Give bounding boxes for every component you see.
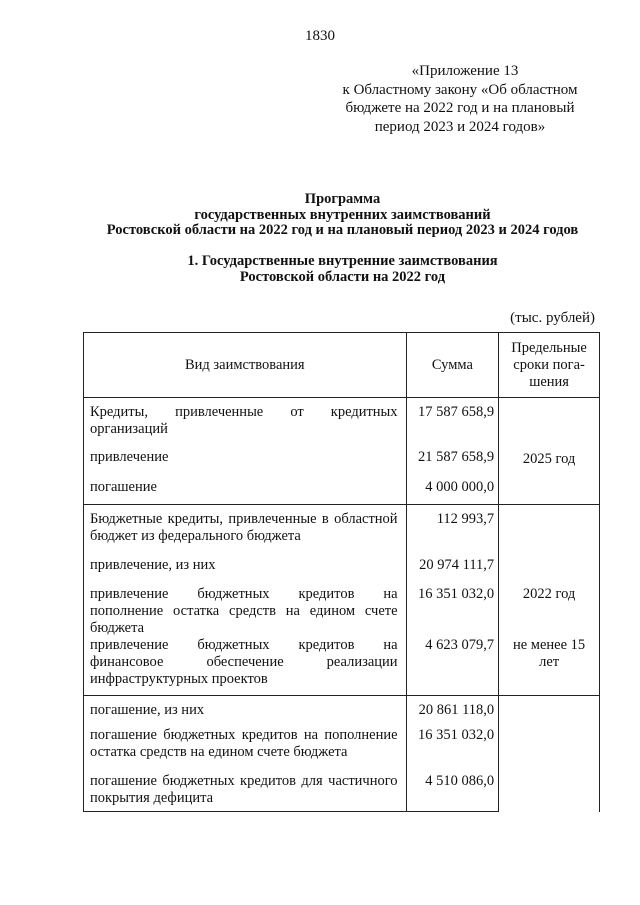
row-term: 2022 год	[499, 586, 600, 637]
table-row	[84, 696, 600, 728]
row-term	[499, 505, 600, 558]
appendix-note	[330, 62, 590, 136]
table-row	[84, 586, 600, 637]
appendix-line-2: к Областному закону «Об областном	[342, 81, 578, 98]
row-sum: 16 351 032,0	[406, 586, 499, 637]
appendix-line-4: период 2023 и 2024 годов»	[374, 118, 546, 135]
row-term	[499, 696, 600, 812]
row-name: погашение, из них	[84, 696, 407, 728]
row-sum: 20 974 111,7	[406, 557, 499, 586]
document-title	[0, 192, 640, 239]
header-sum: Сумма	[406, 333, 499, 398]
row-name: погашение бюджетных кредитов на пополнение остатка средств на едином счете бюджета	[84, 727, 407, 773]
section-title-line-1: 1. Государственные внутренние заимствования	[187, 253, 498, 269]
row-name: погашение	[84, 479, 407, 505]
table-row	[84, 398, 600, 450]
row-name: привлечение бюджетных кредитов на финансовое обеспечение реализации инфраструктурных проектов	[84, 637, 407, 696]
header-term	[499, 333, 600, 398]
borrowing-table	[83, 332, 600, 812]
row-sum: 112 993,7	[406, 505, 499, 558]
appendix-line-1: «Приложение 13	[411, 63, 519, 79]
row-sum: 21 587 658,9	[406, 449, 499, 479]
appendix-line-3: бюджете на 2022 год и на плановый	[345, 100, 575, 116]
header-term-line-2: сроки пога-	[513, 356, 585, 373]
row-name: привлечение	[84, 449, 407, 479]
title-line-2: государственных внутренних заимствований	[194, 206, 491, 223]
row-name: Бюджетные кредиты, привлеченные в областной бюджет из федерального бюджета	[84, 505, 407, 558]
row-term: не менее 15 лет	[499, 637, 600, 696]
units-label: (тыс. рублей)	[510, 310, 595, 326]
section-title	[0, 254, 640, 285]
row-sum: 17 587 658,9	[406, 398, 499, 450]
header-term-line-1: Предельные	[511, 339, 587, 356]
row-name: Кредиты, привлеченные от кредитных организаций	[84, 398, 407, 450]
page-number: 1830	[305, 28, 335, 44]
header-type: Вид заимствования	[84, 333, 407, 398]
row-name: привлечение, из них	[84, 557, 407, 586]
row-sum: 16 351 032,0	[406, 727, 499, 773]
row-sum: 4 000 000,0	[406, 479, 499, 505]
header-term-line-3: шения	[529, 373, 569, 390]
table-row	[84, 637, 600, 696]
row-sum: 4 510 086,0	[406, 773, 499, 812]
title-line-1: Программа	[304, 191, 381, 207]
row-sum: 20 861 118,0	[406, 696, 499, 728]
row-term	[499, 557, 600, 586]
table-row	[84, 557, 600, 586]
title-line-3: Ростовской области на 2022 год и на плановый период 2023 и 2024 годов	[106, 222, 579, 238]
row-term: 2025 год	[499, 398, 600, 505]
table-row	[84, 505, 600, 558]
row-name: привлечение бюджетных кредитов на пополнение остатка средств на едином счете бюджета	[84, 586, 407, 637]
table-header-row	[84, 333, 600, 398]
row-sum: 4 623 079,7	[406, 637, 499, 696]
row-name: погашение бюджетных кредитов для частичного покрытия дефицита	[84, 773, 407, 812]
section-title-line-2: Ростовской области на 2022 год	[239, 268, 446, 285]
